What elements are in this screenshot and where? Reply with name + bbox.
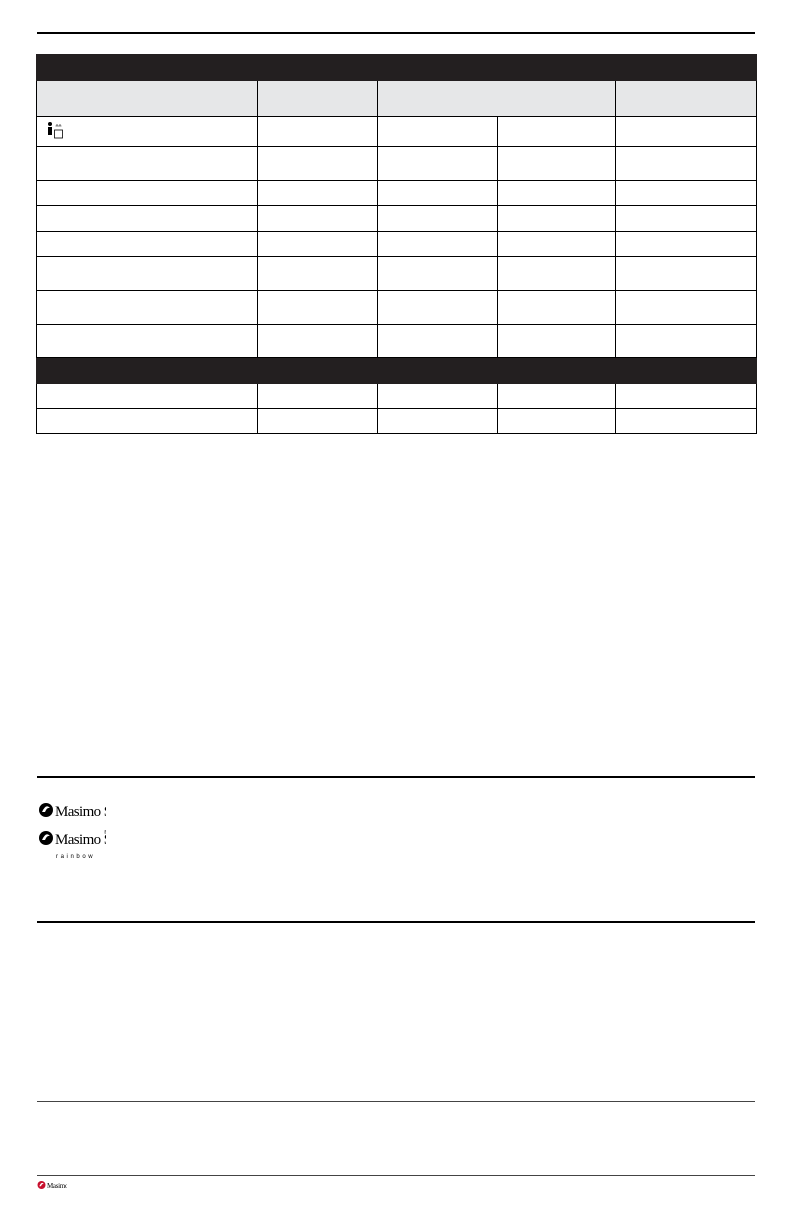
masimo-swirl-icon [38, 1181, 46, 1189]
masimo-set-logo [38, 800, 106, 825]
table-row [37, 232, 757, 257]
table-cell [258, 117, 378, 147]
table-cell [616, 117, 757, 147]
header-cell [258, 81, 378, 117]
table-row [37, 291, 757, 325]
masimo-swirl-icon [39, 803, 53, 817]
registered-mark: ® [104, 830, 106, 836]
section-rule [37, 921, 755, 923]
table-cell [378, 117, 498, 147]
table-row [37, 409, 757, 434]
table-row [37, 117, 757, 147]
table-row [37, 257, 757, 291]
table-cell [498, 117, 616, 147]
table-cell [37, 117, 258, 147]
section-rule [37, 1101, 755, 1102]
table-row [37, 181, 757, 206]
header-cell [378, 81, 616, 117]
table-header-row [37, 81, 757, 117]
top-rule [37, 32, 755, 34]
patient-weight-icon [45, 121, 65, 143]
masimo-set-rainbow-wordmark: Masimo [55, 832, 101, 848]
masimo-footer-logo [37, 1178, 67, 1196]
table-row [37, 147, 757, 181]
table-row [37, 206, 757, 232]
header-cell [37, 81, 258, 117]
table-title-band [37, 55, 757, 81]
table-row [37, 325, 757, 358]
specification-table [36, 54, 757, 434]
header-cell [616, 81, 757, 117]
masimo-set-rainbow-logo [38, 828, 106, 867]
table-row [37, 384, 757, 409]
table-section-band [37, 358, 757, 384]
footer-rule [37, 1175, 755, 1176]
rainbow-wordmark: rainbow [56, 854, 96, 860]
masimo-set-wordmark: Masimo [55, 804, 101, 820]
masimo-footer-wordmark: Masimo [47, 1182, 67, 1190]
masimo-swirl-icon [39, 831, 53, 845]
section-rule [37, 776, 755, 778]
